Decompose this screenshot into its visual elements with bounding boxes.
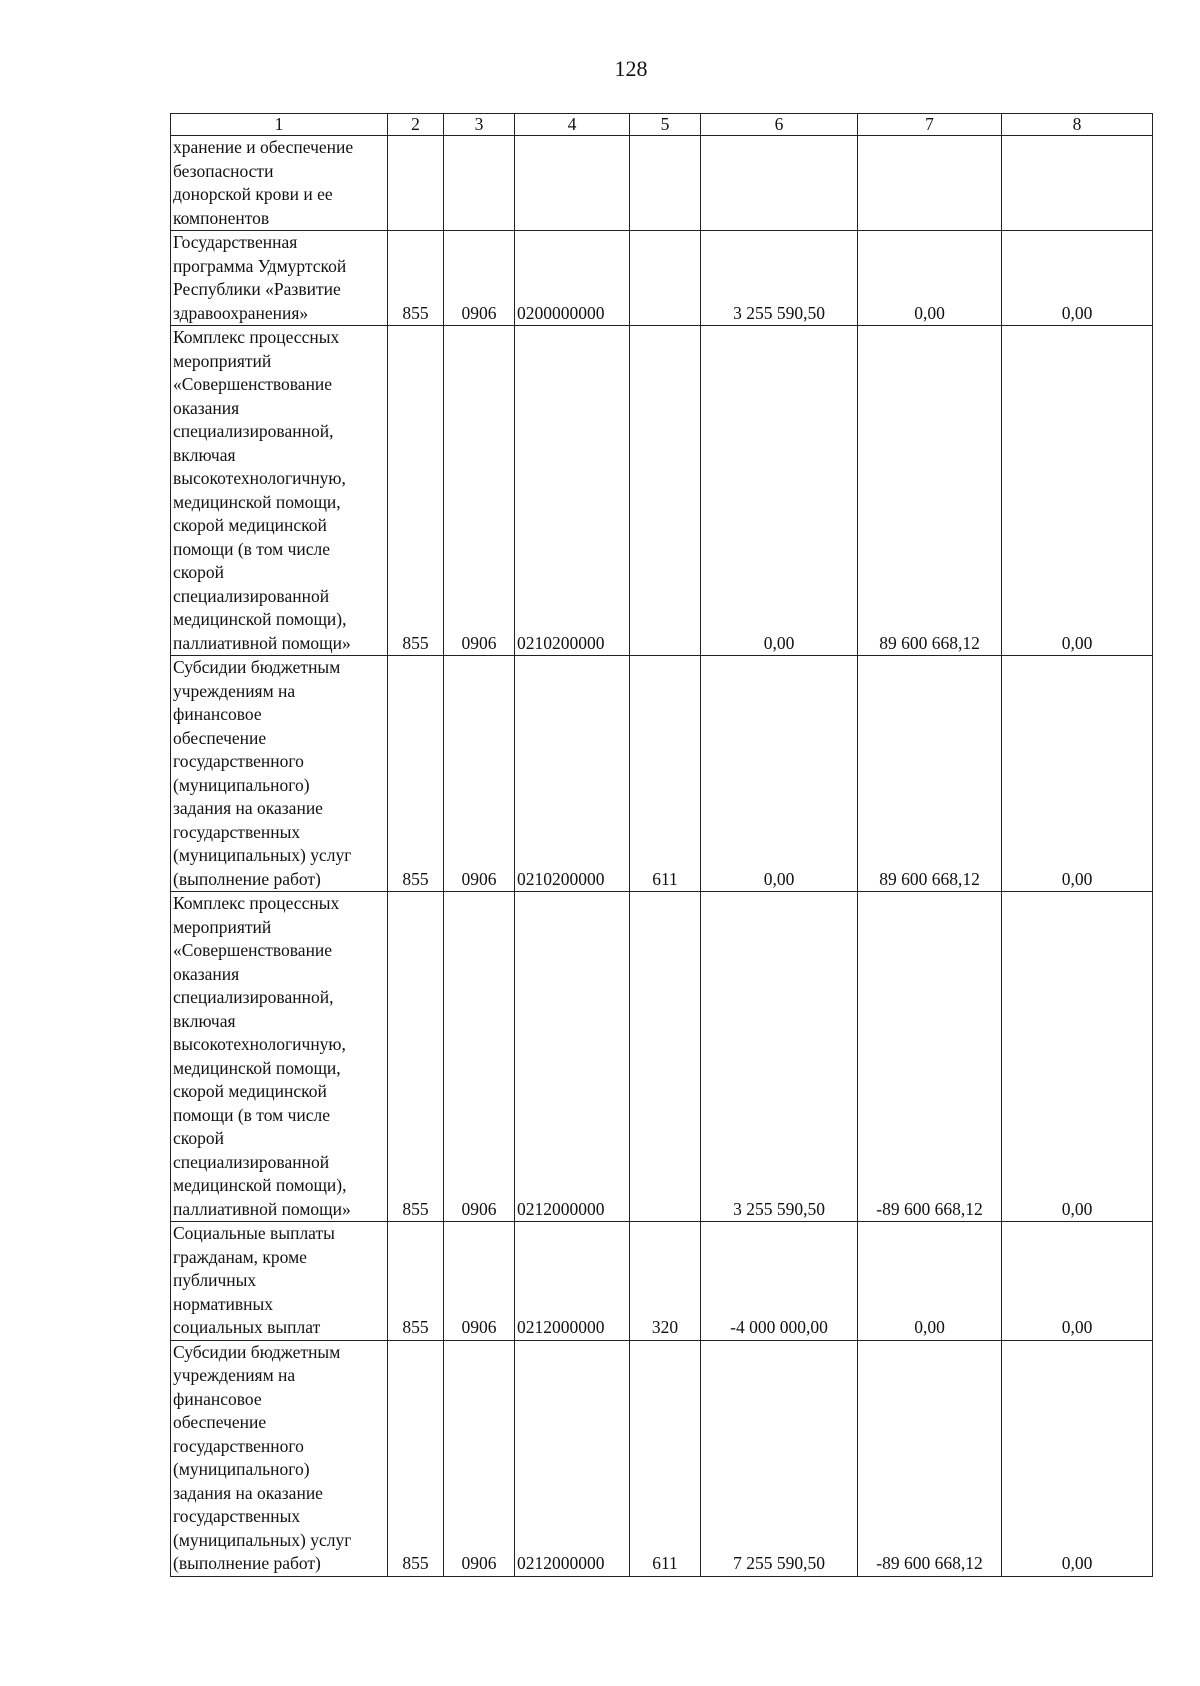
item-name-line: (муниципальных) услуг — [173, 845, 352, 865]
cell-target-article: 0212000000 — [515, 892, 630, 1222]
cell-amount-8: 0,00 — [1002, 1222, 1153, 1341]
cell-expense-type — [630, 892, 701, 1222]
table-row — [171, 136, 1153, 231]
item-name-line: социальных выплат — [173, 1317, 321, 1337]
cell-section-code: 0906 — [444, 1222, 515, 1341]
table-row — [171, 656, 1153, 892]
item-name-line: Субсидии бюджетным — [173, 1341, 341, 1362]
header-cell-7: 7 — [858, 114, 1002, 136]
cell-item-name — [171, 136, 388, 231]
cell-amount-7: 0,00 — [858, 1222, 1002, 1341]
budget-table — [170, 113, 1153, 1577]
item-name-line: государственных — [173, 1506, 301, 1526]
cell-expense-type — [630, 136, 701, 231]
item-name-line: скорой медицинской — [173, 515, 327, 535]
item-name-line: специализированной, — [173, 421, 334, 441]
cell-amount-7: -89 600 668,12 — [858, 1340, 1002, 1576]
header-cell-5: 5 — [630, 114, 701, 136]
item-name-line: мероприятий — [173, 350, 272, 371]
item-name-line: медицинской помощи, — [173, 1057, 341, 1078]
item-name-line: публичных — [173, 1270, 257, 1290]
item-name-line: обеспечение — [173, 1412, 267, 1432]
item-name-line: паллиативной помощи» — [173, 632, 351, 653]
item-name-line: высокотехнологичную, — [173, 468, 346, 488]
cell-section-code: 0906 — [444, 231, 515, 326]
cell-amount-6 — [701, 136, 858, 231]
item-name-line: безопасности — [173, 160, 274, 181]
item-name-line: помощи (в том числе — [173, 1104, 331, 1125]
cell-amount-6: 7 255 590,50 — [701, 1340, 858, 1576]
item-name-line: специализированной — [173, 1151, 330, 1172]
item-name-line: финансовое — [173, 704, 262, 724]
cell-expense-type: 320 — [630, 1222, 701, 1341]
item-name-line: мероприятий — [173, 916, 272, 937]
cell-item-name — [171, 656, 388, 892]
item-name-line: компонентов — [173, 207, 270, 228]
item-name-line: здравоохранения» — [173, 302, 309, 323]
item-name-line: помощи (в том числе — [173, 538, 331, 559]
item-name-line: Комплекс процессных — [173, 327, 340, 347]
item-name-line: «Совершенствование — [173, 940, 333, 960]
item-name-line: медицинской помощи), — [173, 1175, 347, 1195]
cell-expense-type: 611 — [630, 656, 701, 892]
table-row — [171, 231, 1153, 326]
item-name-line: специализированной, — [173, 987, 334, 1007]
item-name-line: (муниципальных) услуг — [173, 1529, 352, 1550]
cell-item-name — [171, 231, 388, 326]
cell-section-code: 0906 — [444, 892, 515, 1222]
cell-amount-7: 89 600 668,12 — [858, 656, 1002, 892]
item-name-line: паллиативной помощи» — [173, 1198, 351, 1219]
item-name-line: государственного — [173, 751, 304, 771]
item-name-line: финансовое — [173, 1388, 262, 1409]
cell-item-name — [171, 1222, 388, 1341]
cell-target-article: 0212000000 — [515, 1222, 630, 1341]
item-name-line: гражданам, кроме — [173, 1246, 307, 1267]
cell-admin-code: 855 — [388, 1222, 444, 1341]
table-row — [171, 326, 1153, 656]
cell-amount-8: 0,00 — [1002, 656, 1153, 892]
item-name-line: программа Удмуртской — [173, 255, 347, 276]
cell-item-name — [171, 892, 388, 1222]
cell-target-article: 0200000000 — [515, 231, 630, 326]
item-name-line: учреждениям на — [173, 680, 296, 701]
header-cell-4: 4 — [515, 114, 630, 136]
item-name-line: Комплекс процессных — [173, 893, 340, 913]
cell-amount-8 — [1002, 136, 1153, 231]
cell-amount-8: 0,00 — [1002, 231, 1153, 326]
cell-target-article: 0210200000 — [515, 656, 630, 892]
page-number: 128 — [614, 56, 648, 81]
header-cell-6: 6 — [701, 114, 858, 136]
item-name-line: учреждениям на — [173, 1365, 296, 1385]
cell-amount-6: 0,00 — [701, 326, 858, 656]
item-name-line: включая — [173, 444, 236, 465]
item-name-line: (муниципального) — [173, 1459, 310, 1479]
item-name-line: (выполнение работ) — [173, 1553, 321, 1573]
cell-amount-8: 0,00 — [1002, 326, 1153, 656]
cell-admin-code: 855 — [388, 1340, 444, 1576]
item-name-line: специализированной — [173, 585, 330, 606]
cell-amount-8: 0,00 — [1002, 892, 1153, 1222]
cell-item-name — [171, 326, 388, 656]
item-name-line: (выполнение работ) — [173, 868, 321, 889]
cell-amount-7: 0,00 — [858, 231, 1002, 326]
cell-amount-6: 3 255 590,50 — [701, 231, 858, 326]
cell-item-name — [171, 1340, 388, 1576]
header-cell-1: 1 — [171, 114, 388, 136]
table-row — [171, 892, 1153, 1222]
header-cell-3: 3 — [444, 114, 515, 136]
item-name-line: хранение и обеспечение — [173, 137, 354, 157]
cell-section-code — [444, 136, 515, 231]
table-row — [171, 1340, 1153, 1576]
cell-target-article: 0210200000 — [515, 326, 630, 656]
item-name-line: высокотехнологичную, — [173, 1034, 346, 1054]
table-body — [171, 136, 1153, 1577]
table-row — [171, 1222, 1153, 1341]
table-header — [171, 114, 1153, 136]
header-cell-8: 8 — [1002, 114, 1153, 136]
item-name-line: скорой — [173, 1128, 224, 1148]
item-name-line: (муниципального) — [173, 774, 310, 795]
item-name-line: оказания — [173, 397, 240, 418]
item-name-line: Социальные выплаты — [173, 1223, 335, 1243]
cell-expense-type — [630, 326, 701, 656]
cell-amount-8: 0,00 — [1002, 1340, 1153, 1576]
cell-admin-code: 855 — [388, 656, 444, 892]
cell-expense-type: 611 — [630, 1340, 701, 1576]
cell-amount-7: 89 600 668,12 — [858, 326, 1002, 656]
item-name-line: Государственная — [173, 232, 298, 252]
item-name-line: оказания — [173, 963, 240, 984]
cell-admin-code: 855 — [388, 231, 444, 326]
cell-target-article: 0212000000 — [515, 1340, 630, 1576]
cell-target-article — [515, 136, 630, 231]
item-name-line: Субсидии бюджетным — [173, 657, 341, 677]
item-name-line: обеспечение — [173, 727, 267, 748]
cell-admin-code — [388, 136, 444, 231]
header-cell-2: 2 — [388, 114, 444, 136]
cell-amount-6: -4 000 000,00 — [701, 1222, 858, 1341]
cell-admin-code: 855 — [388, 892, 444, 1222]
item-name-line: медицинской помощи, — [173, 491, 341, 512]
cell-expense-type — [630, 231, 701, 326]
item-name-line: государственных — [173, 821, 301, 842]
item-name-line: Республики «Развитие — [173, 279, 341, 299]
cell-section-code: 0906 — [444, 656, 515, 892]
cell-amount-7 — [858, 136, 1002, 231]
item-name-line: задания на оказание — [173, 798, 323, 818]
item-name-line: государственного — [173, 1435, 304, 1456]
cell-amount-7: -89 600 668,12 — [858, 892, 1002, 1222]
header-row — [171, 114, 1153, 136]
cell-admin-code: 855 — [388, 326, 444, 656]
cell-amount-6: 0,00 — [701, 656, 858, 892]
cell-section-code: 0906 — [444, 326, 515, 656]
item-name-line: включая — [173, 1010, 236, 1031]
cell-amount-6: 3 255 590,50 — [701, 892, 858, 1222]
cell-section-code: 0906 — [444, 1340, 515, 1576]
item-name-line: скорой — [173, 562, 224, 582]
item-name-line: задания на оказание — [173, 1482, 323, 1503]
item-name-line: нормативных — [173, 1293, 274, 1314]
item-name-line: «Совершенствование — [173, 374, 333, 394]
item-name-line: медицинской помощи), — [173, 609, 347, 629]
item-name-line: донорской крови и ее — [173, 184, 333, 204]
item-name-line: скорой медицинской — [173, 1081, 327, 1101]
